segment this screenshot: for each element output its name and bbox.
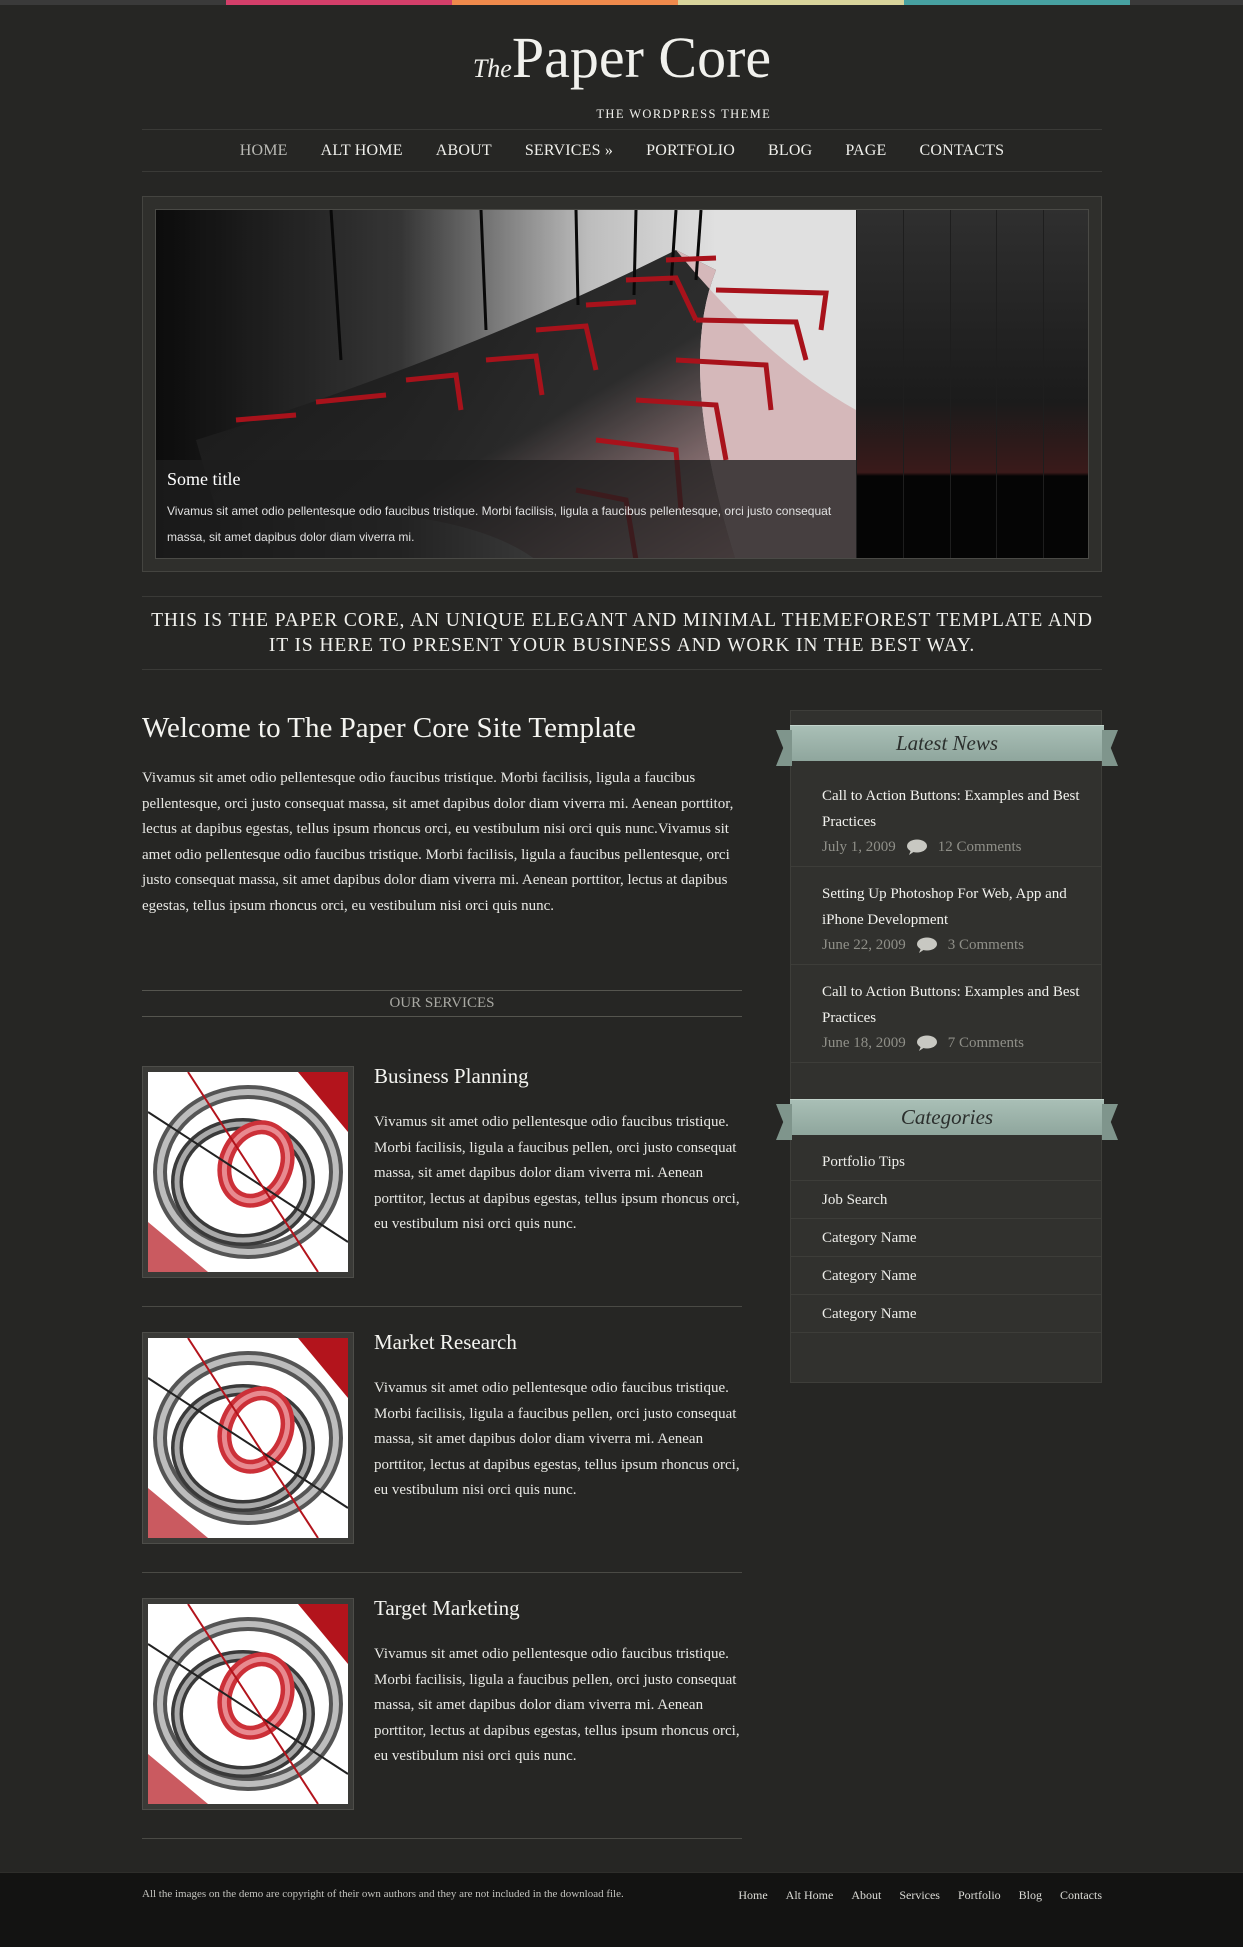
featured-slider-frame xyxy=(142,196,1102,572)
latest-news-list xyxy=(791,769,1101,1063)
site-logo[interactable] xyxy=(142,25,1102,121)
news-meta xyxy=(822,835,1101,859)
nav-alt-home[interactable]: ALT HOME xyxy=(320,141,403,159)
logo-main: Paper Core xyxy=(511,25,772,90)
site-footer xyxy=(0,1872,1243,1947)
slider-strip[interactable] xyxy=(903,210,950,559)
news-title[interactable]: Setting Up Photoshop For Web, App and iPhone Development xyxy=(822,886,1067,928)
categories-list xyxy=(791,1143,1101,1333)
footer-copyright: All the images on the demo are copyright of their own authors and they are not included in the download file. xyxy=(142,1888,624,1900)
featured-slider[interactable] xyxy=(155,209,1089,559)
nav-about[interactable]: ABOUT xyxy=(435,141,492,159)
ribbon-tail-right xyxy=(1102,730,1118,766)
slide-title: Some title xyxy=(167,469,241,489)
ribbon-tail-left xyxy=(776,1104,792,1140)
comment-bubble-icon xyxy=(906,839,928,855)
category-link[interactable]: Category Name xyxy=(791,1219,1101,1257)
logo-tagline: THE WORDPRESS THEME xyxy=(596,107,772,121)
logo-the: The xyxy=(472,54,512,83)
footer-link-about[interactable]: About xyxy=(851,1888,882,1902)
news-meta xyxy=(822,933,1101,957)
service-item xyxy=(142,1066,742,1307)
category-link[interactable]: Category Name xyxy=(791,1295,1101,1333)
service-title[interactable]: Target Marketing xyxy=(374,1596,520,1620)
news-item xyxy=(791,867,1101,965)
service-thumbnail[interactable] xyxy=(142,1066,354,1278)
main-content xyxy=(142,700,742,1764)
comment-bubble-icon xyxy=(916,1035,938,1051)
footer-link-blog[interactable]: Blog xyxy=(1018,1888,1042,1902)
service-thumbnail[interactable] xyxy=(142,1598,354,1810)
news-comments[interactable]: 7 Comments xyxy=(947,1035,1025,1051)
sidebar xyxy=(790,710,1102,1383)
footer-link-portfolio[interactable]: Portfolio xyxy=(957,1888,1001,1902)
latest-news-ribbon xyxy=(790,725,1104,761)
slider-strip[interactable] xyxy=(950,210,997,559)
news-comments[interactable]: 3 Comments xyxy=(947,937,1025,953)
service-text: Vivamus sit amet odio pellentesque odio faucibus tristique. Morbi facilisis, ligula a faucibus pellen, orci justo consequat massa, sit amet dapibus dolor diam viverra mi. Aenean porttitor, lectus at dapibus egestas, tellus ipsum rhoncus orci, eu vestibulum nisi orci quis nunc. xyxy=(374,1646,740,1764)
service-title[interactable]: Business Planning xyxy=(374,1064,529,1088)
latest-news-title: Latest News xyxy=(895,731,999,755)
footer-link-alt-home[interactable]: Alt Home xyxy=(785,1888,834,1902)
categories-ribbon xyxy=(790,1099,1104,1135)
nav-portfolio[interactable]: PORTFOLIO xyxy=(646,141,735,159)
news-title[interactable]: Call to Action Buttons: Examples and Best Practices xyxy=(822,788,1080,830)
service-image xyxy=(148,1604,348,1804)
category-link[interactable]: Portfolio Tips xyxy=(791,1143,1101,1181)
ribbon-tail-left xyxy=(776,730,792,766)
news-date: June 22, 2009 xyxy=(822,937,906,953)
page-title: Welcome to The Paper Core Site Template xyxy=(142,712,636,744)
service-text: Vivamus sit amet odio pellentesque odio faucibus tristique. Morbi facilisis, ligula a faucibus pellen, orci justo consequat massa, sit amet dapibus dolor diam viverra mi. Aenean porttitor, lectus at dapibus egestas, tellus ipsum rhoncus orci, eu vestibulum nisi orci quis nunc. xyxy=(374,1114,740,1232)
service-image xyxy=(148,1338,348,1538)
news-date: July 1, 2009 xyxy=(822,839,896,855)
page-wrapper xyxy=(142,0,1102,1872)
footer-link-contacts[interactable]: Contacts xyxy=(1060,1888,1102,1902)
services-heading: OUR SERVICES xyxy=(142,990,742,1017)
slider-strip[interactable] xyxy=(1043,210,1089,559)
slider-strip[interactable] xyxy=(996,210,1043,559)
service-title[interactable]: Market Research xyxy=(374,1330,517,1354)
nav-contacts[interactable]: CONTACTS xyxy=(919,141,1005,159)
intro-paragraph: Vivamus sit amet odio pellentesque odio faucibus tristique. Morbi facilisis, ligula a faucibus pellentesque, orci justo consequat massa, sit amet dapibus dolor diam viverra mi. Aenean porttitor, lectus at dapibus egestas, tellus ipsum rhoncus orci, eu vestibulum nisi orci quis nunc.Vivamus sit amet odio pellentesque odio faucibus tristique. Morbi facilisis, ligula a faucibus pellentesque, orci justo consequat massa, sit amet dapibus dolor diam viverra mi. Aenean porttitor, lectus at dapibus egestas, tellus ipsum rhoncus orci, eu vestibulum nisi orci quis nunc. xyxy=(142,770,734,914)
news-title[interactable]: Call to Action Buttons: Examples and Best Practices xyxy=(822,984,1080,1026)
footer-link-services[interactable]: Services xyxy=(899,1888,940,1902)
slider-thumbnail-strips[interactable] xyxy=(856,210,1089,559)
news-item xyxy=(791,965,1101,1063)
footer-navigation xyxy=(720,1888,1102,1903)
nav-blog[interactable]: BLOG xyxy=(767,141,813,159)
slide-text: Vivamus sit amet odio pellentesque odio faucibus tristique. Morbi facilisis, ligula a faucibus pellentesque, orci justo consequat massa, sit amet dapibus dolor diam viverra mi. xyxy=(167,504,832,544)
categories-title: Categories xyxy=(900,1105,994,1129)
news-comments[interactable]: 12 Comments xyxy=(937,839,1022,855)
slide-caption xyxy=(156,460,856,559)
ribbon-tail-right xyxy=(1102,1104,1118,1140)
category-link[interactable]: Job Search xyxy=(791,1181,1101,1219)
nav-page[interactable]: PAGE xyxy=(845,141,887,159)
news-meta xyxy=(822,1031,1101,1055)
nav-home[interactable]: HOME xyxy=(239,141,288,159)
footer-link-home[interactable]: Home xyxy=(738,1888,768,1902)
news-date: June 18, 2009 xyxy=(822,1035,906,1051)
service-text: Vivamus sit amet odio pellentesque odio faucibus tristique. Morbi facilisis, ligula a faucibus pellen, orci justo consequat massa, sit amet dapibus dolor diam viverra mi. Aenean porttitor, lectus at dapibus egestas, tellus ipsum rhoncus orci, eu vestibulum nisi orci quis nunc. xyxy=(374,1380,740,1498)
strip-segment xyxy=(1130,0,1243,5)
slider-strip[interactable] xyxy=(856,210,903,559)
service-item xyxy=(142,1332,742,1573)
service-thumbnail[interactable] xyxy=(142,1332,354,1544)
nav-services[interactable]: SERVICES » xyxy=(524,141,614,159)
comment-bubble-icon xyxy=(916,937,938,953)
intro-tagline: THIS IS THE PAPER CORE, AN UNIQUE ELEGANT AND MINIMAL THEMEFOREST TEMPLATE AND IT IS HERE TO PRESENT YOUR BUSINESS AND WORK IN THE BEST WAY. xyxy=(142,596,1102,670)
service-item xyxy=(142,1598,742,1839)
news-item xyxy=(791,769,1101,867)
service-image xyxy=(148,1072,348,1272)
main-navigation xyxy=(142,129,1102,172)
category-link[interactable]: Category Name xyxy=(791,1257,1101,1295)
